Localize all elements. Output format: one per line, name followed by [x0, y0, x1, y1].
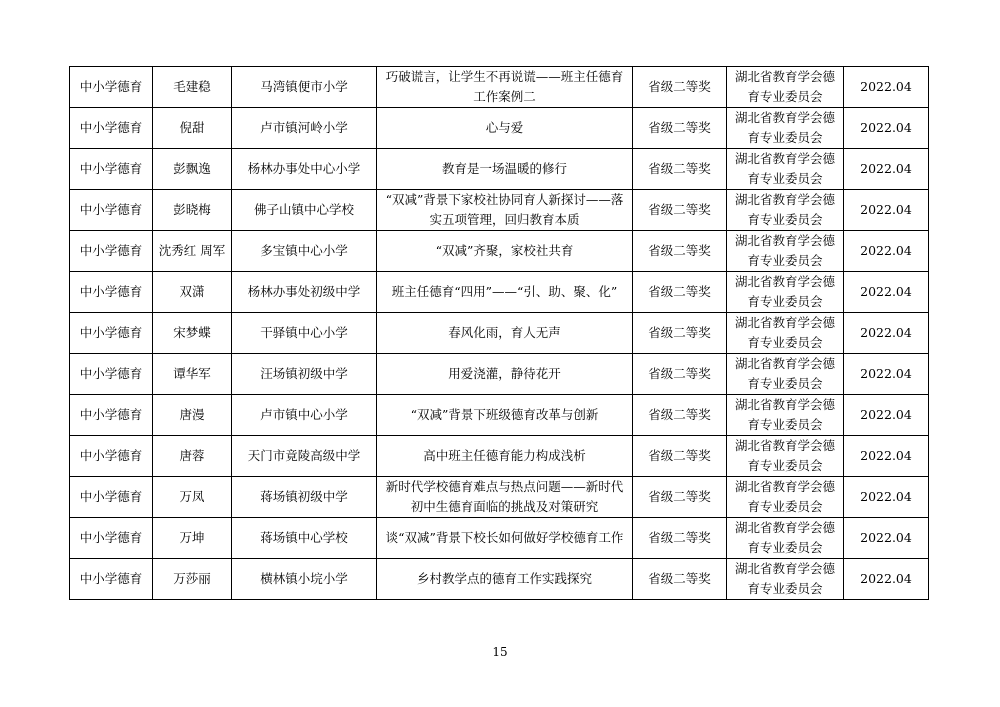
- category-cell: 中小学德育: [70, 559, 153, 600]
- category-cell: 中小学德育: [70, 436, 153, 477]
- award-cell: 省级二等奖: [633, 67, 727, 108]
- date-cell: 2022.04: [844, 436, 929, 477]
- date-cell: 2022.04: [844, 231, 929, 272]
- author-cell: 唐漫: [153, 395, 232, 436]
- organizer-cell: 湖北省教育学会德育专业委员会: [727, 149, 844, 190]
- table-row: [70, 231, 929, 272]
- award-cell: 省级二等奖: [633, 354, 727, 395]
- table-row: [70, 108, 929, 149]
- school-cell: 横林镇小垸小学: [232, 559, 377, 600]
- organizer-cell: 湖北省教育学会德育专业委员会: [727, 436, 844, 477]
- category-cell: 中小学德育: [70, 67, 153, 108]
- category-cell: 中小学德育: [70, 518, 153, 559]
- author-cell: 彭晓梅: [153, 190, 232, 231]
- date-cell: 2022.04: [844, 67, 929, 108]
- category-cell: 中小学德育: [70, 190, 153, 231]
- organizer-cell: 湖北省教育学会德育专业委员会: [727, 231, 844, 272]
- author-cell: 万凤: [153, 477, 232, 518]
- title-cell: 用爱浇灌，静待花开: [377, 354, 633, 395]
- date-cell: 2022.04: [844, 395, 929, 436]
- award-cell: 省级二等奖: [633, 436, 727, 477]
- organizer-cell: 湖北省教育学会德育专业委员会: [727, 395, 844, 436]
- category-cell: 中小学德育: [70, 313, 153, 354]
- award-cell: 省级二等奖: [633, 559, 727, 600]
- school-cell: 天门市竟陵高级中学: [232, 436, 377, 477]
- category-cell: 中小学德育: [70, 149, 153, 190]
- organizer-cell: 湖北省教育学会德育专业委员会: [727, 108, 844, 149]
- title-cell: “双减”齐聚，家校社共育: [377, 231, 633, 272]
- title-cell: 心与爱: [377, 108, 633, 149]
- date-cell: 2022.04: [844, 190, 929, 231]
- table-row: [70, 436, 929, 477]
- school-cell: 卢市镇河岭小学: [232, 108, 377, 149]
- award-cell: 省级二等奖: [633, 395, 727, 436]
- awards-table: [69, 66, 929, 600]
- table-row: [70, 559, 929, 600]
- author-cell: 唐蓉: [153, 436, 232, 477]
- organizer-cell: 湖北省教育学会德育专业委员会: [727, 354, 844, 395]
- author-cell: 宋梦蝶: [153, 313, 232, 354]
- category-cell: 中小学德育: [70, 354, 153, 395]
- title-cell: 乡村教学点的德育工作实践探究: [377, 559, 633, 600]
- table-row: [70, 272, 929, 313]
- school-cell: 杨林办事处初级中学: [232, 272, 377, 313]
- organizer-cell: 湖北省教育学会德育专业委员会: [727, 559, 844, 600]
- author-cell: 毛建稳: [153, 67, 232, 108]
- award-cell: 省级二等奖: [633, 272, 727, 313]
- school-cell: 卢市镇中心小学: [232, 395, 377, 436]
- award-cell: 省级二等奖: [633, 190, 727, 231]
- author-cell: 倪甜: [153, 108, 232, 149]
- author-cell: 沈秀红 周军: [153, 231, 232, 272]
- date-cell: 2022.04: [844, 108, 929, 149]
- title-cell: 高中班主任德育能力构成浅析: [377, 436, 633, 477]
- table-row: [70, 354, 929, 395]
- author-cell: 谭华军: [153, 354, 232, 395]
- award-cell: 省级二等奖: [633, 149, 727, 190]
- awards-table-body: [70, 67, 929, 600]
- category-cell: 中小学德育: [70, 272, 153, 313]
- title-cell: 春风化雨，育人无声: [377, 313, 633, 354]
- date-cell: 2022.04: [844, 518, 929, 559]
- organizer-cell: 湖北省教育学会德育专业委员会: [727, 477, 844, 518]
- school-cell: 蒋场镇初级中学: [232, 477, 377, 518]
- organizer-cell: 湖北省教育学会德育专业委员会: [727, 518, 844, 559]
- title-cell: 新时代学校德育难点与热点问题——新时代初中生德育面临的挑战及对策研究: [377, 477, 633, 518]
- school-cell: 多宝镇中心小学: [232, 231, 377, 272]
- school-cell: 马湾镇便市小学: [232, 67, 377, 108]
- author-cell: 万莎丽: [153, 559, 232, 600]
- school-cell: 汪场镇初级中学: [232, 354, 377, 395]
- school-cell: 杨林办事处中心小学: [232, 149, 377, 190]
- page-number: 15: [492, 645, 508, 659]
- author-cell: 双潇: [153, 272, 232, 313]
- organizer-cell: 湖北省教育学会德育专业委员会: [727, 67, 844, 108]
- table-row: [70, 313, 929, 354]
- title-cell: 巧破谎言，让学生不再说谎——班主任德育工作案例二: [377, 67, 633, 108]
- award-cell: 省级二等奖: [633, 477, 727, 518]
- school-cell: 干驿镇中心小学: [232, 313, 377, 354]
- category-cell: 中小学德育: [70, 108, 153, 149]
- category-cell: 中小学德育: [70, 395, 153, 436]
- award-cell: 省级二等奖: [633, 231, 727, 272]
- title-cell: 谈“双减”背景下校长如何做好学校德育工作: [377, 518, 633, 559]
- organizer-cell: 湖北省教育学会德育专业委员会: [727, 272, 844, 313]
- organizer-cell: 湖北省教育学会德育专业委员会: [727, 313, 844, 354]
- table-row: [70, 190, 929, 231]
- award-cell: 省级二等奖: [633, 518, 727, 559]
- author-cell: 万坤: [153, 518, 232, 559]
- title-cell: “双减”背景下班级德育改革与创新: [377, 395, 633, 436]
- organizer-cell: 湖北省教育学会德育专业委员会: [727, 190, 844, 231]
- category-cell: 中小学德育: [70, 231, 153, 272]
- school-cell: 蒋场镇中心学校: [232, 518, 377, 559]
- title-cell: 班主任德育“四用”——“引、助、聚、化”: [377, 272, 633, 313]
- date-cell: 2022.04: [844, 354, 929, 395]
- date-cell: 2022.04: [844, 477, 929, 518]
- title-cell: 教育是一场温暖的修行: [377, 149, 633, 190]
- table-row: [70, 149, 929, 190]
- table-row: [70, 518, 929, 559]
- table-row: [70, 477, 929, 518]
- author-cell: 彭飘逸: [153, 149, 232, 190]
- award-cell: 省级二等奖: [633, 108, 727, 149]
- date-cell: 2022.04: [844, 313, 929, 354]
- date-cell: 2022.04: [844, 272, 929, 313]
- category-cell: 中小学德育: [70, 477, 153, 518]
- table-row: [70, 395, 929, 436]
- title-cell: “双减”背景下家校社协同育人新探讨——落实五项管理，回归教育本质: [377, 190, 633, 231]
- table-row: [70, 67, 929, 108]
- award-cell: 省级二等奖: [633, 313, 727, 354]
- date-cell: 2022.04: [844, 559, 929, 600]
- date-cell: 2022.04: [844, 149, 929, 190]
- school-cell: 佛子山镇中心学校: [232, 190, 377, 231]
